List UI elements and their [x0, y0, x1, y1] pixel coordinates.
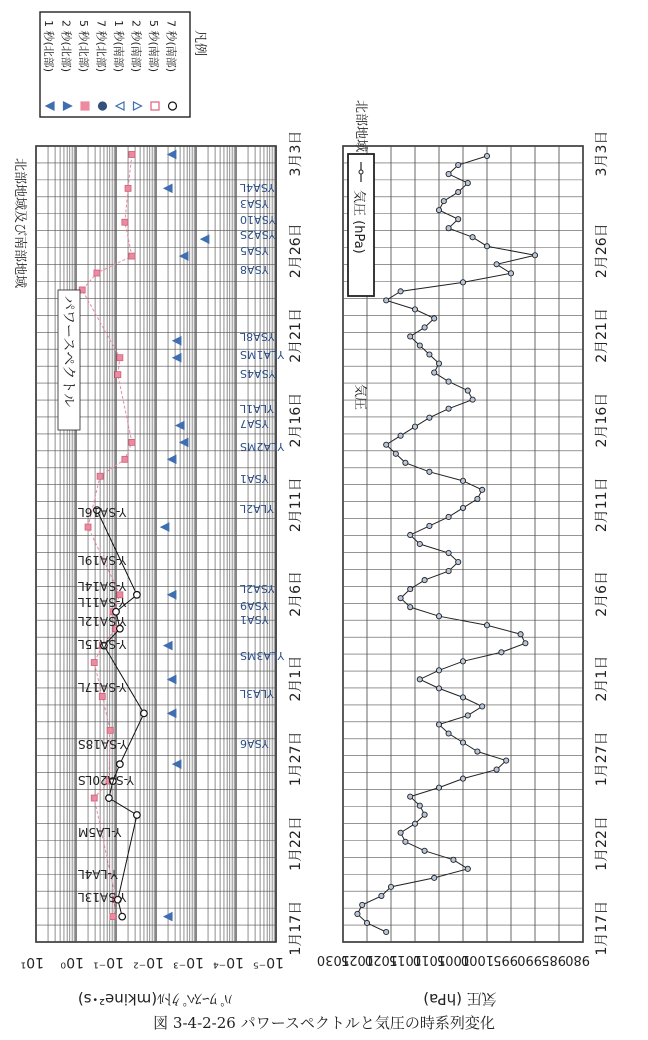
left-annotation-blue: YLA3L: [240, 687, 274, 700]
left-annotation-black: Y-LA4L: [78, 867, 118, 881]
square-marker: [122, 219, 128, 225]
pressure-point: [432, 370, 437, 375]
pressure-point: [460, 478, 465, 483]
triangle-marker: [173, 354, 181, 362]
pressure-point: [436, 785, 441, 790]
pressure-point: [422, 848, 427, 853]
left-y-axis-label: ﾊﾟﾜｰｽﾍﾟｸﾄﾙ(mkine²･s): [77, 990, 233, 1008]
left-annotation-black: Y-SA14L: [78, 579, 127, 593]
legend-item-label: 2 秒(北部): [59, 20, 73, 73]
left-annotation-black: Y-SA17L: [78, 680, 127, 694]
circle-marker: [106, 795, 113, 802]
pressure-point: [508, 271, 513, 276]
pressure-point: [364, 920, 369, 925]
pressure-point: [460, 695, 465, 700]
triangle-marker: [168, 591, 176, 599]
legend-item-label: 5 秒(北部): [77, 20, 90, 73]
legend: [40, 12, 190, 117]
left-annotation-blue: YLA3MS: [240, 649, 285, 662]
left-title-box: [58, 290, 80, 430]
triangle-marker: [168, 675, 176, 683]
right-x-tick-label: 2月6日: [594, 570, 610, 617]
pressure-point: [446, 406, 451, 411]
right-chart-grid: [343, 146, 583, 942]
left-annotation-blue: YSA9: [240, 599, 269, 612]
left-annotation-black: Y-SA12L: [78, 614, 127, 628]
pressure-point: [384, 442, 389, 447]
left-y-tick-label: 10⁻¹: [93, 954, 124, 970]
triangle-marker: [201, 235, 209, 243]
pressure-point: [499, 650, 504, 655]
right-y-tick-label: 1025: [340, 952, 374, 967]
pressure-point: [427, 469, 432, 474]
right-x-tick-label: 1月27日: [594, 731, 610, 787]
left-chart-title: パワースペクトル: [60, 296, 76, 408]
pressure-point: [408, 605, 413, 610]
right-x-ticks: [594, 131, 610, 956]
left-annotation-black: Y-SA20LS: [78, 773, 134, 787]
right-x-tick-label: 1月22日: [594, 816, 610, 871]
triangle-marker: [168, 150, 176, 158]
pressure-point: [446, 171, 451, 176]
pressure-point: [432, 316, 437, 321]
pressure-point: [355, 911, 360, 916]
square-marker: [129, 253, 135, 259]
pressure-point: [403, 460, 408, 465]
triangle-marker: [168, 709, 176, 717]
left-annotation-black: Y-SA19L: [78, 553, 127, 567]
right-y-tick-label: 1020: [364, 952, 398, 967]
left-annotation-black: Y-LA5M: [78, 825, 122, 839]
pressure-point: [436, 722, 441, 727]
pressure-point: [417, 541, 422, 546]
left-annotation-black: Y-SA16L: [78, 505, 127, 519]
pressure-point: [436, 208, 441, 213]
left-annotation-blue: YSA3: [240, 197, 269, 210]
pressure-point: [456, 217, 461, 222]
circle-marker: [134, 812, 141, 819]
left-annotation-blue: YLA2L: [240, 502, 274, 515]
square-marker: [110, 914, 116, 920]
left-x-tick-label: 2月11日: [288, 477, 304, 533]
left-annotation-blue: YSA1: [240, 472, 269, 485]
right-y-tick-label: 1015: [388, 952, 422, 967]
left-annotation-blue: YSA8L: [240, 330, 275, 343]
legend-item-label: 5 秒(南部): [147, 20, 160, 73]
right-annotation: 気圧: [352, 384, 367, 411]
left-annotation-blue: YSA5: [240, 244, 269, 257]
pressure-point: [417, 343, 422, 348]
figure-caption: 図 3-4-2-26 パワースペクトルと気圧の時系列変化: [153, 1014, 495, 1032]
left-y-tick-label: 10⁻⁴: [213, 954, 244, 970]
pressure-point: [523, 641, 528, 646]
left-y-tick-label: 10¹: [20, 954, 44, 970]
pressure-point: [412, 821, 417, 826]
pressure-point: [427, 352, 432, 357]
right-chart-line: [355, 153, 538, 934]
left-annotation-black: Y-SA15L: [78, 637, 127, 651]
pressure-point: [417, 677, 422, 682]
pressure-point: [456, 162, 461, 167]
pressure-point: [470, 235, 475, 240]
right-y-tick-label: 985: [541, 952, 566, 967]
square-marker: [117, 355, 123, 361]
right-legend-box: [348, 154, 374, 296]
pressure-point: [475, 749, 480, 754]
left-y-tick-label: 10⁻³: [173, 954, 204, 970]
pressure-point: [446, 731, 451, 736]
left-annotation-blue: YSA4S: [240, 367, 276, 380]
left-y-tick-label: 10⁰: [60, 954, 84, 970]
left-annotation-blue: YSA8: [240, 263, 269, 276]
pressure-point: [436, 686, 441, 691]
right-y-tick-label: 1000: [460, 952, 494, 967]
left-x-tick-label: 1月27日: [288, 731, 304, 787]
pressure-point: [451, 857, 456, 862]
pressure-point: [446, 550, 451, 555]
pressure-point: [446, 514, 451, 519]
pressure-point: [441, 199, 446, 204]
legend-item-label: 1 秒(南部): [112, 20, 125, 73]
square-marker: [91, 660, 97, 666]
pressure-point: [384, 929, 389, 934]
right-region-label: 北部地域: [353, 100, 368, 153]
pressure-point: [398, 830, 403, 835]
left-annotation-blue: YLA1L: [240, 402, 274, 415]
left-x-ticks: [288, 131, 304, 956]
left-annotation-blue: YSA6: [240, 737, 269, 750]
pressure-point: [427, 415, 432, 420]
left-x-tick-label: 1月17日: [288, 900, 304, 956]
pressure-point: [456, 189, 461, 194]
right-y-tick-label: 1005: [436, 952, 470, 967]
pressure-point: [417, 803, 422, 808]
pressure-point: [360, 902, 365, 907]
left-annotation-black: Y-SA18S: [78, 737, 128, 751]
pressure-point: [446, 379, 451, 384]
pressure-point: [408, 532, 413, 537]
triangle-marker: [168, 455, 176, 463]
left-annotation-black: Y-SA11L: [78, 595, 127, 609]
left-y-ticks: [21, 954, 284, 970]
left-chart-grid: [36, 146, 276, 942]
pressure-point: [460, 280, 465, 285]
pressure-point: [456, 559, 461, 564]
pressure-point: [422, 812, 427, 817]
pressure-point: [494, 262, 499, 267]
pressure-point: [422, 577, 427, 582]
left-annotation-blue: YSA4L: [240, 181, 275, 194]
pressure-point: [504, 758, 509, 763]
pressure-point: [460, 659, 465, 664]
left-x-tick-label: 3月3日: [288, 130, 304, 177]
right-y-tick-label: 995: [493, 952, 518, 967]
pressure-point: [475, 496, 480, 501]
left-annotation-blue: YSA10: [240, 213, 276, 226]
right-y-tick-label: 990: [517, 952, 542, 967]
square-marker: [97, 473, 103, 479]
pressure-point: [408, 587, 413, 592]
pressure-point: [398, 433, 403, 438]
pressure-point: [518, 632, 523, 637]
square-marker: [115, 372, 121, 378]
circle-marker: [99, 102, 107, 110]
pressure-point: [398, 289, 403, 294]
pressure-point: [532, 253, 537, 258]
pressure-point: [384, 298, 389, 303]
pressure-point: [465, 713, 470, 718]
pressure-point: [436, 614, 441, 619]
square-marker: [81, 102, 89, 110]
right-x-tick-label: 2月21日: [594, 308, 610, 363]
square-marker: [122, 456, 128, 462]
pressure-point: [484, 244, 489, 249]
right-legend-entry: 気圧 (hPa): [351, 190, 366, 254]
legend-title: 凡例: [192, 30, 207, 57]
pressure-point: [446, 226, 451, 231]
right-x-tick-label: 3月3日: [594, 130, 610, 177]
pressure-point: [480, 487, 485, 492]
pressure-point: [465, 180, 470, 185]
pressure-point: [460, 740, 465, 745]
pressure-point: [398, 596, 403, 601]
left-x-tick-label: 1月22日: [288, 816, 304, 871]
pressure-point: [446, 568, 451, 573]
circle-marker: [169, 102, 177, 110]
right-y-tick-label: 1030: [316, 952, 350, 967]
square-marker: [94, 270, 100, 276]
pressure-point: [436, 361, 441, 366]
triangle-marker: [161, 523, 169, 531]
square-marker: [129, 151, 135, 157]
square-marker: [91, 795, 97, 801]
pressure-point: [480, 704, 485, 709]
pressure-point: [460, 505, 465, 510]
left-annotation-blue: YSA1: [240, 613, 269, 626]
pressure-point: [432, 875, 437, 880]
pressure-point: [412, 307, 417, 312]
pressure-point: [422, 325, 427, 330]
left-x-tick-label: 2月26日: [288, 223, 304, 279]
pressure-point: [484, 623, 489, 628]
pressure-point: [436, 668, 441, 673]
circle-marker: [117, 761, 124, 768]
pressure-point: [484, 153, 489, 158]
triangle-marker: [173, 337, 181, 345]
legend-item-label: 2 秒(南部): [129, 20, 143, 73]
pressure-point: [379, 893, 384, 898]
pressure-point: [403, 839, 408, 844]
right-y-ticks: [317, 952, 590, 967]
legend-item-label: 7 秒(南部): [164, 20, 178, 73]
left-x-tick-label: 2月1日: [288, 655, 304, 702]
square-marker: [85, 524, 91, 530]
left-x-tick-label: 2月21日: [288, 308, 304, 363]
legend-item-label: 7 秒(北部): [94, 20, 108, 73]
pressure-point: [470, 397, 475, 402]
circle-marker: [119, 913, 126, 920]
left-region-label: 北部地域及び南部地域: [12, 158, 27, 289]
right-y-axis-label: 気圧 (hPa): [423, 990, 497, 1008]
circle-marker: [134, 592, 141, 599]
triangle-marker: [173, 760, 181, 768]
pressure-point: [494, 767, 499, 772]
pressure-point: [465, 866, 470, 871]
left-annotation-blue: YLA2MS: [240, 440, 285, 453]
right-y-tick-label: 980: [565, 952, 590, 967]
pressure-point: [408, 794, 413, 799]
square-marker: [151, 102, 159, 110]
left-annotation-blue: YSA2S: [240, 228, 276, 241]
square-marker: [107, 727, 113, 733]
right-x-tick-label: 2月1日: [594, 655, 610, 702]
left-x-tick-label: 2月6日: [288, 570, 304, 617]
right-x-tick-label: 1月17日: [594, 900, 610, 956]
pressure-point: [412, 424, 417, 429]
legend-item-label: 1 秒(北部): [42, 20, 55, 73]
pressure-point: [427, 523, 432, 528]
right-x-tick-label: 2月11日: [594, 477, 610, 533]
left-y-tick-label: 10⁻⁵: [253, 954, 284, 970]
circle-marker: [141, 710, 148, 717]
pressure-point: [460, 776, 465, 781]
left-annotation-blue: YLA1MS: [240, 348, 285, 361]
left-x-tick-label: 2月16日: [288, 392, 304, 448]
square-marker: [125, 185, 131, 191]
left-annotation-blue: YSA7: [240, 417, 269, 430]
square-marker: [129, 439, 135, 445]
pressure-point: [465, 388, 470, 393]
left-annotation-black: Y-SA13L: [78, 890, 127, 904]
pressure-point: [393, 451, 398, 456]
right-y-tick-label: 1010: [412, 952, 446, 967]
right-x-tick-label: 2月16日: [594, 392, 610, 448]
pressure-point: [388, 884, 393, 889]
left-annotation-blue: YSA2L: [240, 582, 275, 595]
pressure-point: [408, 334, 413, 339]
right-x-tick-label: 2月26日: [594, 223, 610, 279]
left-y-tick-label: 10⁻²: [133, 954, 164, 970]
